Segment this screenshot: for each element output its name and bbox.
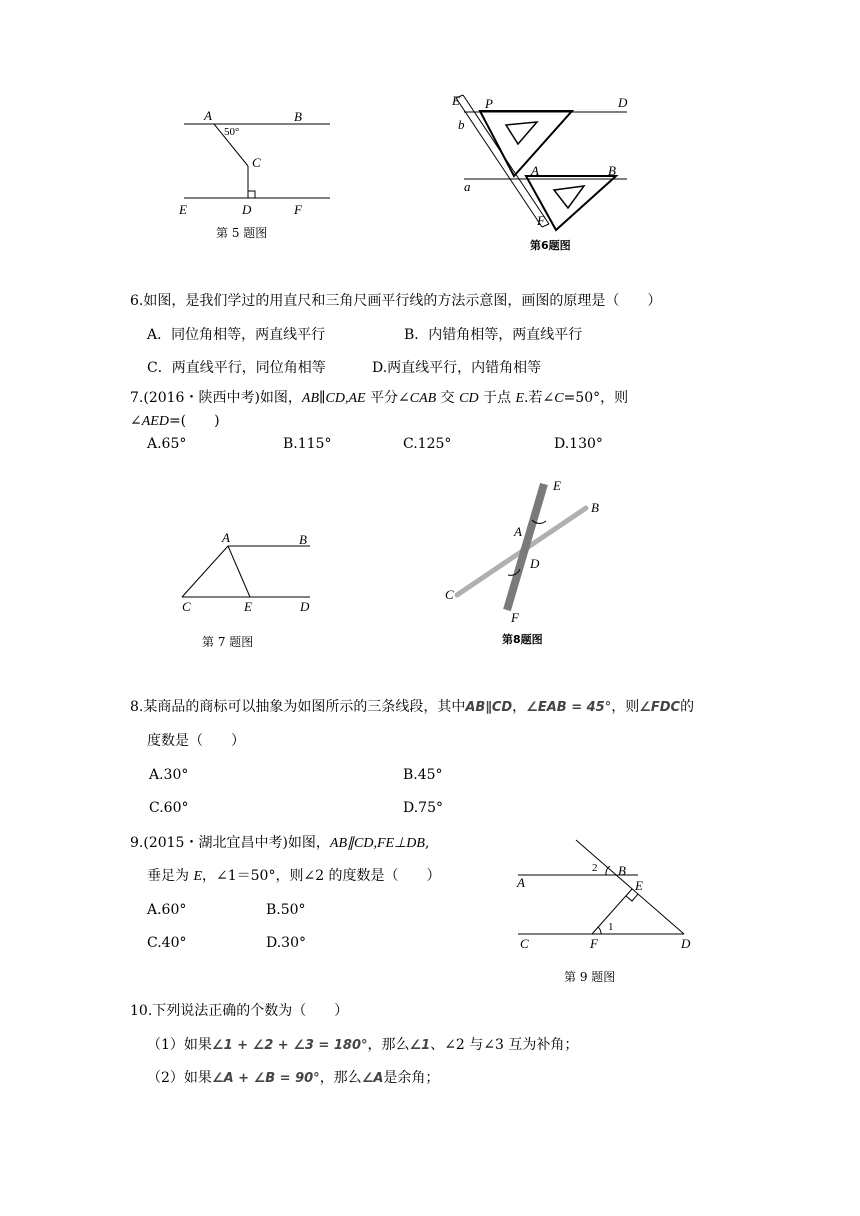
q8-mid: ，则 xyxy=(611,699,640,715)
q7-prefix: 7.(2016・陕西中考)如图， xyxy=(130,390,302,406)
fig7-caption: 第 7 题图 xyxy=(202,635,254,649)
fig7-label-a: A xyxy=(222,530,230,545)
fig5-label-c: C xyxy=(252,155,261,170)
q7-line2-pre: ∠ xyxy=(130,413,142,429)
q6-option-b: B．内错角相等，两直线平行 xyxy=(404,327,583,343)
q8-rel1: AB∥CD xyxy=(465,700,513,715)
q8-rel2: ∠EAB = 45° xyxy=(526,700,612,715)
q7-ab: AB xyxy=(301,391,320,406)
fig9-label-e: E xyxy=(635,878,643,893)
fig5-label-b: B xyxy=(294,109,302,124)
q7-stem-line2 xyxy=(130,413,220,430)
q10-stem: 10.下列说法正确的个数为（ ） xyxy=(130,1003,349,1019)
fig8-label-b: B xyxy=(591,500,599,515)
fig9-angle-2: 2 xyxy=(592,862,598,874)
fig8-label-a: A xyxy=(514,524,522,539)
q9-prefix: 9.(2015・湖北宜昌中考)如图， xyxy=(130,835,330,851)
q7-mid2: 交 xyxy=(436,390,460,406)
fig9-caption: 第 9 题图 xyxy=(564,970,616,984)
fig5-label-d: D xyxy=(242,202,252,217)
fig5-label-a: A xyxy=(204,108,212,123)
q8-option-d: D.75° xyxy=(403,800,443,816)
q10-statement-1 xyxy=(147,1037,578,1054)
q9-option-c: C.40° xyxy=(147,935,187,951)
figure-5-drawing xyxy=(170,100,350,245)
fig5-angle-label: 50° xyxy=(224,126,240,138)
q7-cd-ae: CD,AE xyxy=(325,391,366,406)
q9-line2-tail: ，∠1＝50°，则∠2 的度数是（ ） xyxy=(202,868,441,884)
fig7-label-e: E xyxy=(244,599,252,614)
q10-s2-post: ，那么 xyxy=(319,1070,362,1086)
q7-option-d: D.130° xyxy=(554,436,603,452)
q7-cd: CD xyxy=(459,391,479,406)
fig6-label-f: F xyxy=(537,213,545,228)
q6-option-a: A．同位角相等，两直线平行 xyxy=(147,327,326,343)
q9-option-b: B.50° xyxy=(266,902,306,918)
q9-line2-pre: 垂足为 xyxy=(147,868,194,884)
fig9-label-c: C xyxy=(520,936,529,951)
fig9-label-f: F xyxy=(590,936,598,951)
q9-comma: , xyxy=(424,835,430,851)
fig6-label-b-upper: B xyxy=(608,163,616,178)
q8-option-a: A.30° xyxy=(149,767,189,783)
fig9-angle-1: 1 xyxy=(608,921,614,933)
q8-pre: 8.某商品的商标可以抽象为如图所示的三条线段，其中 xyxy=(130,699,466,715)
q9-e: E xyxy=(193,869,203,884)
fig7-label-c: C xyxy=(182,599,191,614)
q9-option-a: A.60° xyxy=(147,902,187,918)
fig6-caption: 第6题图 xyxy=(530,239,571,252)
q10-statement-2 xyxy=(147,1070,439,1087)
q10-s2-math: ∠A + ∠B = 90° xyxy=(211,1071,320,1086)
q9-option-d: D.30° xyxy=(266,935,306,951)
fig8-label-d: D xyxy=(530,556,540,571)
fig9-label-d: D xyxy=(681,936,691,951)
q7-option-c: C.125° xyxy=(403,436,452,452)
figure-5 xyxy=(170,100,350,245)
fig8-label-e: E xyxy=(553,478,561,493)
q10-s1-pre: （1）如果 xyxy=(147,1037,212,1053)
q7-aed: AED xyxy=(141,414,169,429)
figure-9-drawing xyxy=(510,838,710,988)
q8-post: 的 xyxy=(680,699,695,715)
fig6-label-a: A xyxy=(531,163,539,178)
q10-s1-math2: ∠1 xyxy=(409,1038,431,1053)
figure-6 xyxy=(450,90,640,255)
q7-line2-tail: =( ) xyxy=(168,413,220,429)
q10-s1-tail: 、∠2 与∠3 互为补角； xyxy=(430,1037,579,1053)
q10-s1-math: ∠1 + ∠2 + ∠3 = 180° xyxy=(211,1038,368,1053)
q8-option-c: C.60° xyxy=(149,800,189,816)
q8-stem-line1 xyxy=(130,699,694,716)
fig6-label-b: b xyxy=(458,117,465,132)
q7-option-b: B.115° xyxy=(283,436,332,452)
q8-option-b: B.45° xyxy=(403,767,443,783)
q7-c: C xyxy=(554,391,564,406)
fig7-label-b: B xyxy=(299,532,307,547)
fig5-caption: 第 5 题图 xyxy=(216,226,268,240)
q10-s2-pre: （2）如果 xyxy=(147,1070,212,1086)
q9-stem-line1 xyxy=(130,835,429,852)
q7-e: E xyxy=(515,391,525,406)
q7-mid3: 于点 xyxy=(478,390,516,406)
fig5-label-f: F xyxy=(294,202,302,217)
figure-9 xyxy=(510,838,710,988)
figure-7 xyxy=(170,530,330,655)
fig5-label-e: E xyxy=(179,202,187,217)
fig8-label-c: C xyxy=(445,587,454,602)
fig8-caption: 第8题图 xyxy=(502,633,543,646)
fig6-label-p: P xyxy=(485,96,493,111)
q8-rel3: ∠FDC xyxy=(639,700,681,715)
q9-stem-line2 xyxy=(147,868,441,885)
q7-tail: =50°，则 xyxy=(563,390,629,406)
q10-s2-math2: ∠A xyxy=(361,1071,384,1086)
q8-sep: ， xyxy=(512,699,527,715)
q7-stem-line1 xyxy=(130,390,730,407)
q9-ab-cd: AB∥CD,FE⊥DB xyxy=(329,836,425,851)
q6-option-c: C．两直线平行，同位角相等 xyxy=(147,360,326,376)
fig6-label-d: D xyxy=(618,95,628,110)
q7-mid: 平分∠ xyxy=(365,390,410,406)
q7-mid4: .若∠ xyxy=(524,390,555,406)
figure-8 xyxy=(440,475,620,655)
fig6-label-a-small: a xyxy=(464,179,471,194)
fig8-label-f: F xyxy=(511,610,519,625)
q7-option-a: A.65° xyxy=(147,436,187,452)
q6-option-d: D.两直线平行，内错角相等 xyxy=(372,360,542,376)
fig9-label-b: B xyxy=(618,863,626,878)
q6-stem: 6.如图，是我们学过的用直尺和三角尺画平行线的方法示意图，画图的原理是（ ） xyxy=(130,293,662,309)
fig6-label-e: E xyxy=(452,93,460,108)
fig9-label-a: A xyxy=(517,875,525,890)
fig7-label-d: D xyxy=(300,599,310,614)
q7-parallel: ∥ xyxy=(319,390,326,406)
q7-cab: CAB xyxy=(409,391,437,406)
q8-stem-line2: 度数是（ ） xyxy=(147,733,245,749)
q10-s1-post: ，那么 xyxy=(367,1037,410,1053)
q10-s2-tail: 是余角； xyxy=(383,1070,440,1086)
